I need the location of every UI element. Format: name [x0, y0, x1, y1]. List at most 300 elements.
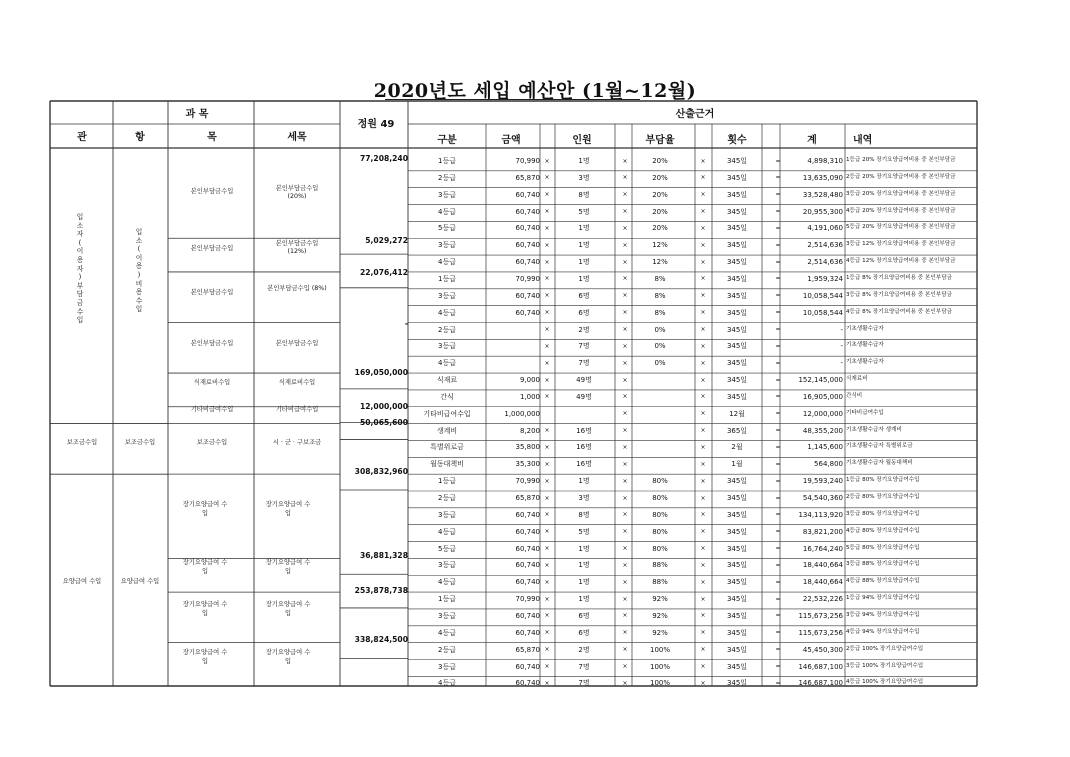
row-gubun-cell: 4등급	[438, 578, 456, 587]
row-times-cell: 345일	[726, 628, 748, 637]
times-mark: ×	[700, 157, 706, 165]
times-mark: ×	[544, 646, 550, 654]
row-amount-cell: 65,870	[515, 494, 540, 502]
row-total-cell: 48,355,200	[802, 426, 843, 435]
mok-label-8: 장기요양급여 수입	[182, 501, 228, 517]
row-total-cell: 1,145,600	[807, 443, 843, 452]
page-title: 2020년도 세입 예산안 (1월~12월)	[373, 80, 697, 102]
row-gubun-cell: 4등급	[438, 308, 456, 317]
times-mark: ×	[622, 359, 628, 367]
semok-label-5: 식재료비수입	[278, 379, 316, 386]
times-mark: ×	[622, 679, 628, 687]
row-times-cell: 345일	[726, 308, 748, 317]
gwan-a-label: 입 소 자 ( 이 용 자 ) 부 담 금 수 입	[76, 213, 84, 325]
row-total-cell: 2,514,636	[807, 258, 843, 267]
row-detail-cell: 4등급 100% 장기요양급여수입	[846, 679, 924, 686]
row-total-cell: 115,673,256	[798, 628, 843, 637]
times-mark: ×	[700, 258, 706, 266]
times-mark: ×	[700, 359, 706, 367]
row-persons-cell: 7명	[578, 359, 590, 368]
row-detail-cell: 5등급 20% 장기요양급여비용 중 본인부담금	[846, 224, 956, 231]
row-times-cell: 345일	[726, 291, 748, 300]
row-amount-cell: 60,740	[515, 662, 540, 671]
times-mark: ×	[622, 410, 628, 418]
equals-mark: =	[775, 646, 781, 654]
header-group-right: 산출근거	[675, 109, 715, 120]
row-detail-cell: 기초생활수급자	[846, 342, 884, 349]
semok-label-7: 시 · 군 · 구보조금	[272, 439, 322, 446]
semok-label-2: 본인부담금수입 (12%)	[275, 240, 319, 255]
equals-mark: =	[775, 477, 781, 485]
mok-label-10: 장기요양급여 수입	[182, 601, 228, 617]
times-mark: ×	[544, 477, 550, 485]
amount-cell: 50,065,600	[359, 418, 408, 427]
row-detail-cell: 1등급 94% 장기요양급여수입	[846, 595, 920, 602]
row-ratio-cell: 20%	[652, 207, 668, 216]
row-times-cell: 345일	[726, 611, 748, 620]
times-mark: ×	[622, 224, 628, 232]
row-detail-cell: 기초생활수급자	[846, 359, 884, 366]
equals-mark: =	[775, 427, 781, 435]
gwan-c-label: 요양급여 수입	[62, 578, 102, 585]
equals-mark: =	[775, 376, 781, 384]
row-ratio-cell: 88%	[652, 561, 668, 570]
times-mark: ×	[622, 174, 628, 182]
times-mark: ×	[622, 157, 628, 165]
header-amount: 금액	[501, 135, 521, 146]
equals-mark: =	[775, 224, 781, 232]
row-amount-cell: 70,990	[515, 274, 540, 283]
row-total-cell: 54,540,360	[802, 494, 843, 502]
mok-label-11: 장기요양급여 수입	[182, 649, 228, 665]
row-detail-cell: 3등급 80% 장기요양급여수입	[846, 510, 920, 517]
row-total-cell: 12,000,000	[802, 409, 843, 418]
amount-cell: 253,878,738	[354, 586, 408, 595]
times-mark: ×	[544, 578, 550, 586]
row-total-cell: 1,959,324	[807, 274, 843, 283]
times-mark: ×	[700, 545, 706, 553]
row-ratio-cell: 0%	[654, 325, 666, 334]
row-times-cell: 345일	[726, 392, 748, 401]
row-ratio-cell: 80%	[652, 494, 668, 502]
header-group-left: 과 목	[185, 109, 209, 120]
row-amount-cell: 1,000,000	[504, 409, 540, 418]
row-persons-cell: 1명	[578, 544, 590, 553]
row-gubun-cell: 4등급	[438, 527, 456, 536]
row-total-cell: 152,145,000	[798, 376, 843, 385]
times-mark: ×	[622, 646, 628, 654]
times-mark: ×	[700, 191, 706, 199]
row-persons-cell: 7명	[578, 679, 590, 688]
header-gubun: 구분	[437, 135, 457, 146]
header-quota: 정원 49	[357, 119, 395, 130]
row-persons-cell: 1명	[578, 561, 590, 570]
row-detail-cell: 3등급 8% 장기요양급여비용 중 본인부담금	[846, 291, 953, 298]
row-persons-cell: 1명	[578, 477, 590, 486]
row-gubun-cell: 2등급	[438, 325, 456, 334]
mok-label-1: 본인부담금수입	[190, 188, 234, 195]
row-persons-cell: 1명	[578, 241, 590, 250]
row-ratio-cell: 88%	[652, 578, 668, 587]
row-detail-cell: 2등급 20% 장기요양급여비용 중 본인부담금	[846, 173, 956, 180]
times-mark: ×	[622, 595, 628, 603]
times-mark: ×	[700, 342, 706, 350]
times-mark: ×	[622, 191, 628, 199]
times-mark: ×	[700, 326, 706, 333]
amount-cell: 12,000,000	[359, 402, 408, 411]
row-persons-cell: 6명	[578, 611, 590, 620]
row-detail-cell: 기초생활수급자	[846, 325, 884, 332]
row-ratio-cell: 80%	[652, 477, 668, 486]
row-gubun-cell: 4등급	[438, 628, 456, 637]
row-gubun-cell: 3등급	[438, 662, 456, 671]
header-ratio: 부담율	[645, 135, 675, 146]
mok-label-2: 본인부담금수입	[190, 245, 234, 252]
row-total-cell: 564,800	[814, 460, 843, 469]
times-mark: ×	[622, 663, 628, 670]
row-amount-cell: 60,740	[515, 241, 540, 250]
times-mark: ×	[700, 646, 706, 654]
row-amount-cell: 60,740	[515, 207, 540, 216]
times-mark: ×	[544, 393, 550, 401]
equals-mark: =	[775, 292, 781, 300]
row-total-cell: 146,687,100	[798, 679, 843, 688]
times-mark: ×	[622, 477, 628, 485]
row-detail-cell: 3등급 88% 장기요양급여수입	[846, 561, 920, 568]
row-gubun-cell: 월동대책비	[430, 460, 464, 469]
row-total-cell: 18,440,664	[802, 578, 843, 587]
row-times-cell: 345일	[726, 376, 748, 385]
times-mark: ×	[622, 460, 628, 468]
row-amount-cell: 65,870	[515, 173, 540, 182]
gwan-b-label: 보조금수입	[66, 439, 98, 446]
row-persons-cell: 5명	[578, 207, 590, 216]
times-mark: ×	[622, 208, 628, 216]
row-gubun-cell: 3등급	[438, 190, 456, 199]
row-times-cell: 345일	[726, 477, 748, 486]
row-gubun-cell: 2등급	[438, 645, 456, 654]
row-gubun-cell: 4등급	[438, 679, 456, 688]
row-detail-cell: 4등급 8% 장기요양급여비용 중 본인부담금	[846, 308, 953, 315]
row-detail-cell: 5등급 80% 장기요양급여수입	[846, 544, 920, 551]
mok-label-6: 기타비급여수입	[190, 406, 234, 413]
times-mark: ×	[544, 663, 550, 670]
times-mark: ×	[622, 393, 628, 401]
row-detail-cell: 3등급 12% 장기요양급여비용 중 본인부담금	[846, 241, 956, 248]
semok-label-8: 장기요양급여 수입	[265, 501, 311, 517]
mok-label-3: 본인부담금수입	[190, 289, 234, 296]
row-amount-cell: 60,740	[515, 258, 540, 267]
times-mark: ×	[700, 511, 706, 519]
row-times-cell: 345일	[726, 325, 748, 334]
row-detail-cell: 기타비급여수입	[846, 409, 884, 416]
times-mark: ×	[544, 443, 550, 451]
equals-mark: =	[775, 275, 781, 283]
row-detail-cell: 3등급 100% 장기요양급여수입	[846, 662, 924, 669]
times-mark: ×	[622, 427, 628, 435]
row-times-cell: 345일	[726, 662, 748, 671]
row-times-cell: 345일	[726, 527, 748, 536]
times-mark: ×	[544, 629, 550, 637]
semok-label-4: 본인부담금수입	[275, 340, 319, 347]
row-amount-cell: 70,990	[515, 477, 540, 486]
times-mark: ×	[544, 511, 550, 519]
row-total-cell: 45,450,300	[802, 645, 843, 654]
times-mark: ×	[544, 224, 550, 232]
row-ratio-cell: 100%	[649, 679, 671, 688]
times-mark: ×	[544, 174, 550, 182]
row-total-cell: 20,955,300	[802, 207, 843, 216]
row-gubun-cell: 5등급	[438, 224, 456, 233]
equals-mark: =	[775, 410, 781, 418]
times-mark: ×	[544, 191, 550, 199]
times-mark: ×	[622, 578, 628, 586]
times-mark: ×	[544, 359, 550, 367]
row-times-cell: 1월	[731, 460, 743, 469]
row-amount-cell: 60,740	[515, 561, 540, 570]
row-gubun-cell: 1등급	[438, 274, 456, 283]
times-mark: ×	[622, 443, 628, 451]
row-total-cell: 22,532,226	[802, 595, 843, 604]
mok-label-5: 식재료비수입	[193, 379, 231, 386]
row-gubun-cell: 생계비	[436, 426, 458, 435]
row-ratio-cell: 20%	[652, 157, 668, 165]
row-persons-cell: 16명	[576, 460, 592, 469]
times-mark: ×	[700, 561, 706, 569]
row-detail-cell: 3등급 20% 장기요양급여비용 중 본인부담금	[846, 190, 956, 197]
times-mark: ×	[622, 494, 628, 502]
row-ratio-cell: 80%	[652, 510, 668, 519]
times-mark: ×	[544, 275, 550, 283]
row-ratio-cell: 100%	[649, 662, 671, 671]
row-amount-cell: 60,740	[515, 291, 540, 300]
row-times-cell: 345일	[726, 544, 748, 553]
row-gubun-cell: 3등급	[438, 510, 456, 519]
row-gubun-cell: 4등급	[438, 258, 456, 267]
row-gubun-cell: 3등급	[438, 291, 456, 300]
times-mark: ×	[700, 174, 706, 182]
equals-mark: =	[775, 191, 781, 199]
row-persons-cell: 2명	[578, 645, 590, 654]
times-mark: ×	[544, 326, 550, 333]
times-mark: ×	[622, 528, 628, 536]
row-persons-cell: 7명	[578, 342, 590, 351]
equals-mark: =	[775, 174, 781, 182]
row-total-cell: 10,058,544	[802, 308, 843, 317]
hang-c-label: 요양급여 수입	[120, 578, 160, 585]
row-persons-cell: 1명	[578, 578, 590, 587]
times-mark: ×	[622, 561, 628, 569]
row-persons-cell: 1명	[578, 224, 590, 233]
row-amount-cell: 70,990	[515, 157, 540, 165]
row-times-cell: 345일	[726, 645, 748, 654]
semok-label-6: 기타비급여수입	[275, 406, 319, 413]
equals-mark: =	[775, 494, 781, 502]
times-mark: ×	[622, 309, 628, 317]
row-amount-cell: 60,740	[515, 679, 540, 688]
row-persons-cell: 1명	[578, 258, 590, 267]
times-mark: ×	[544, 528, 550, 536]
hang-a-label: 입 소 ( 이 용 ) 비 용 수 입	[135, 228, 143, 314]
row-total-cell: 2,514,636	[807, 241, 843, 250]
row-persons-cell: 6명	[578, 628, 590, 637]
row-persons-cell: 1명	[578, 157, 590, 165]
amount-cell: 77,208,240	[359, 154, 408, 163]
times-mark: ×	[544, 241, 550, 249]
equals-mark: =	[775, 545, 781, 553]
row-times-cell: 345일	[726, 274, 748, 283]
header-detail: 내역	[853, 135, 873, 146]
row-persons-cell: 8명	[578, 510, 590, 519]
times-mark: ×	[700, 629, 706, 637]
row-times-cell: 345일	[726, 157, 748, 165]
row-amount-cell: 60,740	[515, 578, 540, 587]
row-times-cell: 345일	[726, 173, 748, 182]
times-mark: ×	[700, 393, 706, 401]
row-gubun-cell: 간식	[440, 392, 454, 401]
times-mark: ×	[700, 494, 706, 502]
row-ratio-cell: 20%	[652, 190, 668, 199]
times-mark: ×	[622, 629, 628, 637]
row-ratio-cell: 8%	[654, 274, 666, 283]
times-mark: ×	[700, 477, 706, 485]
header-persons: 인원	[572, 135, 592, 146]
row-amount-cell: 35,800	[515, 443, 540, 452]
row-total-cell: 33,528,480	[802, 190, 843, 199]
row-detail-cell: 식재료비	[846, 376, 868, 383]
mok-label-9: 장기요양급여 수입	[182, 559, 228, 575]
times-mark: ×	[544, 292, 550, 300]
times-mark: ×	[622, 241, 628, 249]
row-times-cell: 345일	[726, 561, 748, 570]
row-times-cell: 345일	[726, 359, 748, 368]
times-mark: ×	[544, 157, 550, 165]
equals-mark: =	[775, 528, 781, 536]
row-persons-cell: 49명	[576, 376, 592, 385]
row-detail-cell: 4등급 12% 장기요양급여비용 중 본인부담금	[846, 258, 956, 265]
row-ratio-cell: 80%	[652, 544, 668, 553]
row-total-cell: -	[840, 342, 843, 351]
row-gubun-cell: 1등급	[438, 157, 456, 165]
row-detail-cell: 4등급 88% 장기요양급여수입	[846, 578, 920, 585]
row-gubun-cell: 3등급	[438, 561, 456, 570]
row-detail-cell: 1등급 20% 장기요양급여비용 중 본인부담금	[846, 157, 956, 163]
row-detail-cell: 기초생활수급자 특별위로금	[846, 443, 913, 450]
row-gubun-cell: 3등급	[438, 611, 456, 620]
row-persons-cell: 1명	[578, 274, 590, 283]
mok-label-4: 본인부담금수입	[190, 340, 234, 347]
row-ratio-cell: 92%	[652, 595, 668, 604]
times-mark: ×	[622, 292, 628, 300]
times-mark: ×	[544, 561, 550, 569]
row-persons-cell: 49명	[576, 392, 592, 401]
row-times-cell: 345일	[726, 510, 748, 519]
row-amount-cell: 60,740	[515, 628, 540, 637]
times-mark: ×	[700, 528, 706, 536]
times-mark: ×	[544, 342, 550, 350]
equals-mark: =	[775, 359, 781, 367]
equals-mark: =	[775, 241, 781, 249]
times-mark: ×	[544, 612, 550, 620]
amount-cell: 5,029,272	[365, 236, 408, 245]
header-hang: 항	[135, 132, 145, 143]
equals-mark: =	[775, 629, 781, 637]
row-detail-cell: 간식비	[846, 392, 863, 399]
row-total-cell: -	[840, 325, 843, 334]
row-gubun-cell: 1등급	[438, 477, 456, 486]
equals-mark: =	[775, 578, 781, 586]
times-mark: ×	[622, 511, 628, 519]
amount-cell: 22,076,412	[359, 268, 408, 277]
times-mark: ×	[700, 241, 706, 249]
row-ratio-cell: 12%	[652, 241, 668, 250]
row-gubun-cell: 4등급	[438, 359, 456, 368]
row-detail-cell: 4등급 94% 장기요양급여수입	[846, 628, 920, 635]
times-mark: ×	[700, 612, 706, 620]
row-detail-cell: 4등급 80% 장기요양급여수입	[846, 527, 920, 534]
row-amount-cell: 65,870	[515, 645, 540, 654]
row-amount-cell: 60,740	[515, 544, 540, 553]
times-mark: ×	[700, 309, 706, 317]
times-mark: ×	[700, 224, 706, 232]
row-gubun-cell: 5등급	[438, 544, 456, 553]
equals-mark: =	[775, 679, 781, 687]
row-ratio-cell: 80%	[652, 527, 668, 536]
equals-mark: =	[775, 663, 781, 670]
row-total-cell: 146,687,100	[798, 662, 843, 671]
times-mark: ×	[622, 612, 628, 620]
mok-label-7: 보조금수입	[196, 439, 228, 446]
times-mark: ×	[544, 545, 550, 553]
row-times-cell: 345일	[726, 595, 748, 604]
row-amount-cell: 9,000	[519, 376, 540, 385]
row-times-cell: 345일	[726, 258, 748, 267]
equals-mark: =	[775, 342, 781, 350]
times-mark: ×	[700, 460, 706, 468]
row-total-cell: 16,764,240	[802, 544, 843, 553]
row-total-cell: -	[840, 359, 843, 368]
times-mark: ×	[700, 663, 706, 670]
times-mark: ×	[544, 460, 550, 468]
row-persons-cell: 7명	[578, 662, 590, 671]
times-mark: ×	[700, 275, 706, 283]
row-total-cell: 19,593,240	[802, 477, 843, 486]
times-mark: ×	[700, 578, 706, 586]
row-persons-cell: 3명	[578, 494, 590, 502]
times-mark: ×	[544, 427, 550, 435]
amount-cell: -	[404, 319, 408, 328]
semok-label-10: 장기요양급여 수입	[265, 601, 311, 617]
row-detail-cell: 기초생활수급자 월동대책비	[846, 460, 913, 467]
row-ratio-cell: 8%	[654, 291, 666, 300]
row-times-cell: 345일	[726, 207, 748, 216]
times-mark: ×	[544, 376, 550, 384]
row-total-cell: 83,821,200	[802, 527, 843, 536]
row-detail-cell: 2등급 100% 장기요양급여수입	[846, 645, 924, 652]
header-gwan: 관	[77, 132, 87, 143]
times-mark: ×	[622, 545, 628, 553]
row-amount-cell: 60,740	[515, 510, 540, 519]
row-gubun-cell: 1등급	[438, 595, 456, 604]
row-amount-cell: 35,300	[515, 460, 540, 469]
row-detail-cell: 3등급 94% 장기요양급여수입	[846, 611, 920, 618]
row-amount-cell: 60,740	[515, 190, 540, 199]
row-total-cell: 4,191,060	[807, 224, 843, 233]
times-mark: ×	[622, 342, 628, 350]
row-gubun-cell: 식재료	[436, 376, 458, 385]
row-amount-cell: 60,740	[515, 611, 540, 620]
times-mark: ×	[544, 258, 550, 266]
